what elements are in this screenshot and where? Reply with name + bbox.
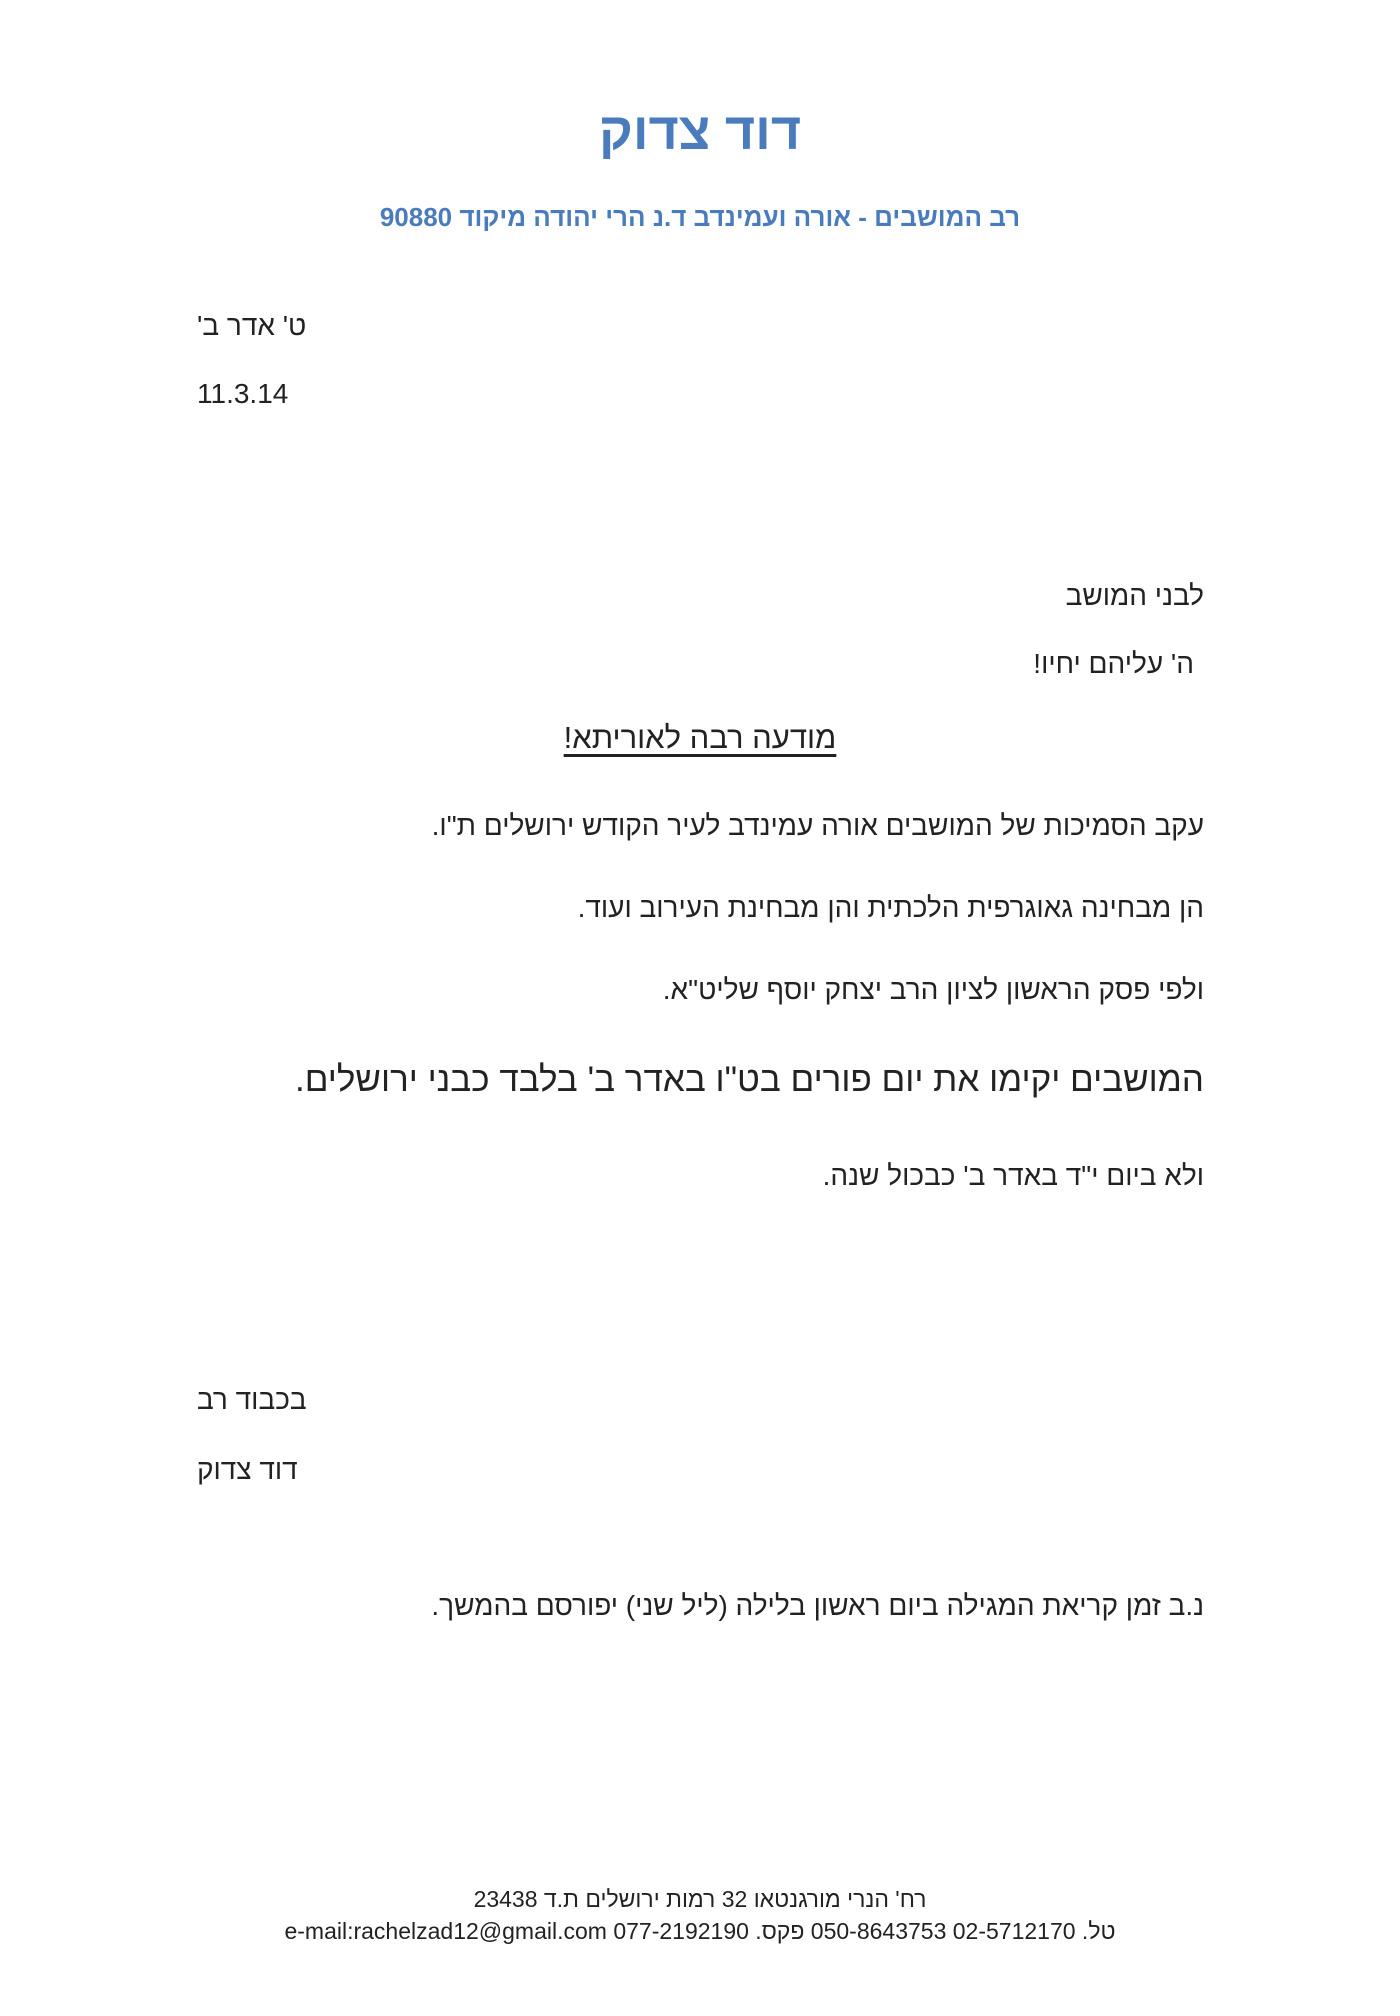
letterhead-subtitle: רב המושבים - אורה ועמינדב ד.נ הרי יהודה מיקוד 90880 — [379, 202, 1021, 232]
footer-contact: טל. 02-5712170 050-8643753 פקס. 077-2192190 e-mail:rachelzad12@gmail.com — [284, 1918, 1116, 1944]
closing-line: בכבוד רב — [197, 1384, 307, 1415]
gregorian-date: 11.3.14 — [197, 378, 289, 409]
body-emphasis-line: המושבים יקימו את יום פורים בט"ו באדר ב' בלבד כבני ירושלים. — [295, 1060, 1204, 1099]
body-line-2: הן מבחינה גאוגרפית הלכתית והן מבחינת העירוב ועוד. — [577, 892, 1204, 923]
postscript: נ.ב זמן קריאת המגילה ביום ראשון בלילה (ליל שני) יפורסם בהמשך. — [431, 1590, 1204, 1621]
hebrew-date: ט' אדר ב' — [197, 310, 307, 341]
body-line-1: עקב הסמיכות של המושבים אורה עמינדב לעיר הקודש ירושלים ת"ו. — [431, 810, 1204, 841]
signer-name: דוד צדוק — [197, 1454, 298, 1485]
letterhead-name: דוד צדוק — [598, 103, 802, 161]
recipient-line: לבני המושב — [1065, 580, 1204, 611]
blessing-line: ה' עליהם יחיו! — [1033, 648, 1194, 679]
footer-address: רח' הנרי מורגנטאו 32 רמות ירושלים ת.ד 23438 — [473, 1886, 927, 1912]
body-line-3: ולפי פסק הראשון לציון הרב יצחק יוסף שליט"א. — [662, 974, 1204, 1005]
notice-heading: מודעה רבה לאוריתא! — [563, 720, 837, 755]
body-line-4: ולא ביום י"ד באדר ב' כבכול שנה. — [822, 1160, 1204, 1191]
